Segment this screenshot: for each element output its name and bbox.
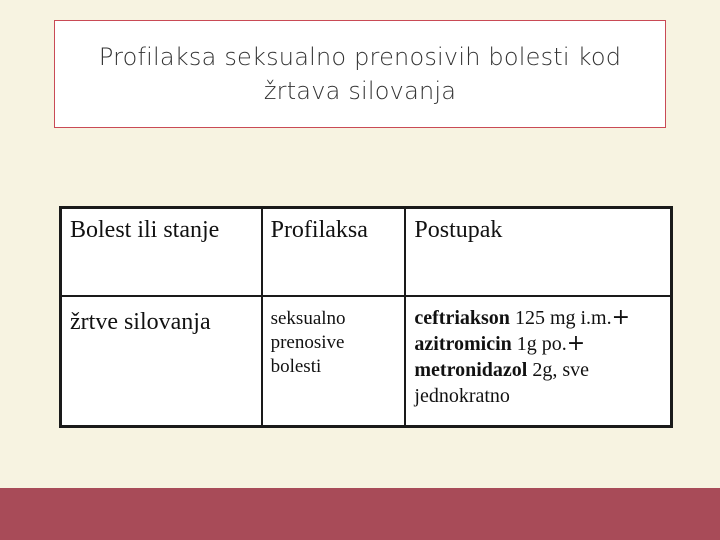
header-procedure: Postupak [405, 208, 671, 297]
procedure-line-1 [414, 305, 662, 331]
cell-prophylaxis [262, 296, 406, 427]
dose-azitromicin: 1g po. [511, 333, 567, 355]
drug-metronidazol: metronidazol [414, 359, 528, 381]
procedure-line-3 [414, 357, 662, 383]
dose-metronidazol: 2g, sve [527, 359, 590, 381]
slide-title-line-2: žrtava silovanja [263, 77, 457, 105]
prophylaxis-table [59, 206, 673, 428]
prophylaxis-line: bolesti [270, 356, 322, 377]
prophylaxis-line: seksualno [270, 308, 346, 329]
drug-azitromicin: azitromicin [414, 333, 512, 355]
header-condition: Bolest ili stanje [61, 208, 262, 297]
prophylaxis-line: prenosive [270, 332, 345, 353]
slide-title [54, 20, 666, 128]
footer-bar [0, 488, 720, 540]
plus-sign: + [611, 305, 631, 330]
plus-sign: + [566, 331, 586, 356]
table-row [61, 296, 672, 427]
cell-procedure [405, 296, 671, 427]
dose-ceftriakson: 125 mg i.m. [509, 307, 612, 329]
procedure-line-4: jednokratno [414, 385, 510, 407]
procedure-line-2 [414, 331, 662, 357]
slide-title-line-1: Profilaksa seksualno prenosivih bolesti kod [98, 43, 622, 71]
table-header-row [61, 208, 672, 297]
drug-ceftriakson: ceftriakson [414, 307, 510, 329]
header-prophylaxis: Profilaksa [262, 208, 406, 297]
cell-condition: žrtve silovanja [61, 296, 262, 427]
